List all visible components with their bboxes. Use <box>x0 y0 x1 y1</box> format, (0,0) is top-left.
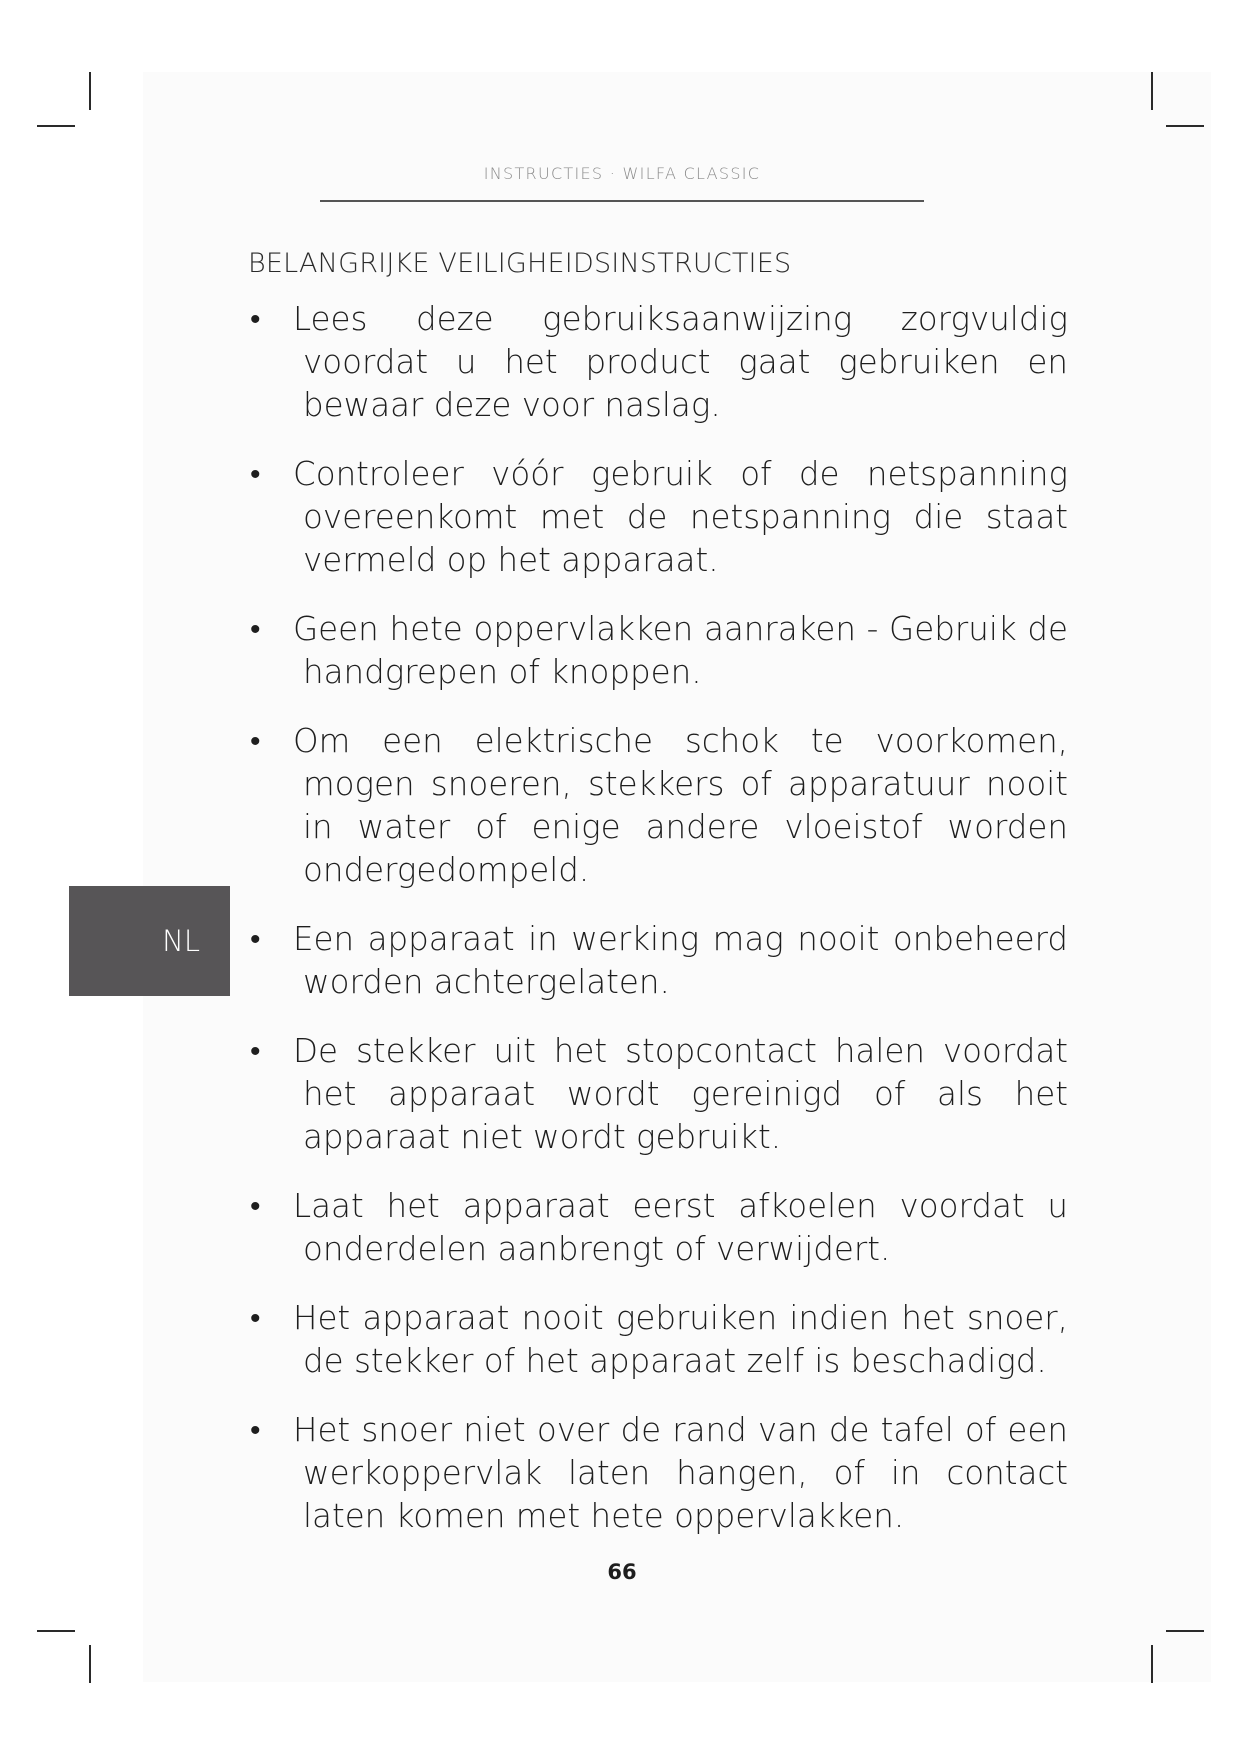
list-item <box>248 918 1068 1004</box>
bullet-icon: • <box>250 1301 261 1336</box>
list-item-text: Een apparaat in werking mag nooit onbeheerd worden achtergelaten. <box>293 920 1068 1001</box>
list-item <box>248 1409 1068 1538</box>
bullet-icon: • <box>250 1034 261 1069</box>
bullet-icon: • <box>250 612 261 647</box>
bullet-icon: • <box>250 1189 261 1224</box>
list-item-text: Om een elektrische schok te voorkomen, mogen snoeren, stekkers of apparatuur nooit in water of enige andere vloeistof worden ondergedompeld. <box>293 722 1068 889</box>
header-rule <box>320 200 924 202</box>
page-number: 66 <box>607 1560 637 1584</box>
list-item-text: De stekker uit het stopcontact halen voordat het apparaat wordt gereinigd of als het apparaat niet wordt gebruikt. <box>293 1032 1068 1156</box>
language-tab: NL <box>69 886 230 996</box>
safety-instructions-list <box>248 298 1068 1564</box>
bullet-icon: • <box>250 457 261 492</box>
list-item-text: Geen hete oppervlakken aanraken - Gebruik de handgrepen of knoppen. <box>293 610 1068 691</box>
crop-mark-top-left-vertical <box>89 72 91 110</box>
running-header: INSTRUCTIES · WILFA CLASSIC <box>483 164 761 183</box>
crop-mark-top-right-vertical <box>1151 72 1153 110</box>
list-item-text: Het snoer niet over de rand van de tafel of een werkoppervlak laten hangen, of in contact laten komen met hete oppervlakken. <box>293 1411 1068 1535</box>
list-item-text: Het apparaat nooit gebruiken indien het snoer, de stekker of het apparaat zelf is beschadigd. <box>293 1299 1068 1380</box>
list-item <box>248 608 1068 694</box>
bullet-icon: • <box>250 1413 261 1448</box>
crop-mark-top-right-horizontal <box>1166 125 1204 127</box>
list-item-text: Laat het apparaat eerst afkoelen voordat u onderdelen aanbrengt of verwijdert. <box>293 1187 1068 1268</box>
crop-mark-bottom-left-vertical <box>89 1645 91 1683</box>
bullet-icon: • <box>250 302 261 337</box>
crop-mark-bottom-right-horizontal <box>1166 1630 1204 1632</box>
section-title: BELANGRIJKE VEILIGHEIDSINSTRUCTIES <box>248 248 792 279</box>
list-item <box>248 298 1068 427</box>
bullet-icon: • <box>250 724 261 759</box>
list-item <box>248 1185 1068 1271</box>
list-item <box>248 720 1068 892</box>
list-item <box>248 453 1068 582</box>
crop-mark-bottom-left-horizontal <box>37 1630 75 1632</box>
list-item-text: Lees deze gebruiksaanwijzing zorgvuldig voordat u het product gaat gebruiken en bewaar deze voor naslag. <box>293 300 1068 424</box>
list-item <box>248 1297 1068 1383</box>
list-item-text: Controleer vóór gebruik of de netspanning overeenkomt met de netspanning die staat vermeld op het apparaat. <box>293 455 1068 579</box>
crop-mark-bottom-right-vertical <box>1151 1645 1153 1683</box>
list-item <box>248 1030 1068 1159</box>
crop-mark-top-left-horizontal <box>37 125 75 127</box>
bullet-icon: • <box>250 922 261 957</box>
